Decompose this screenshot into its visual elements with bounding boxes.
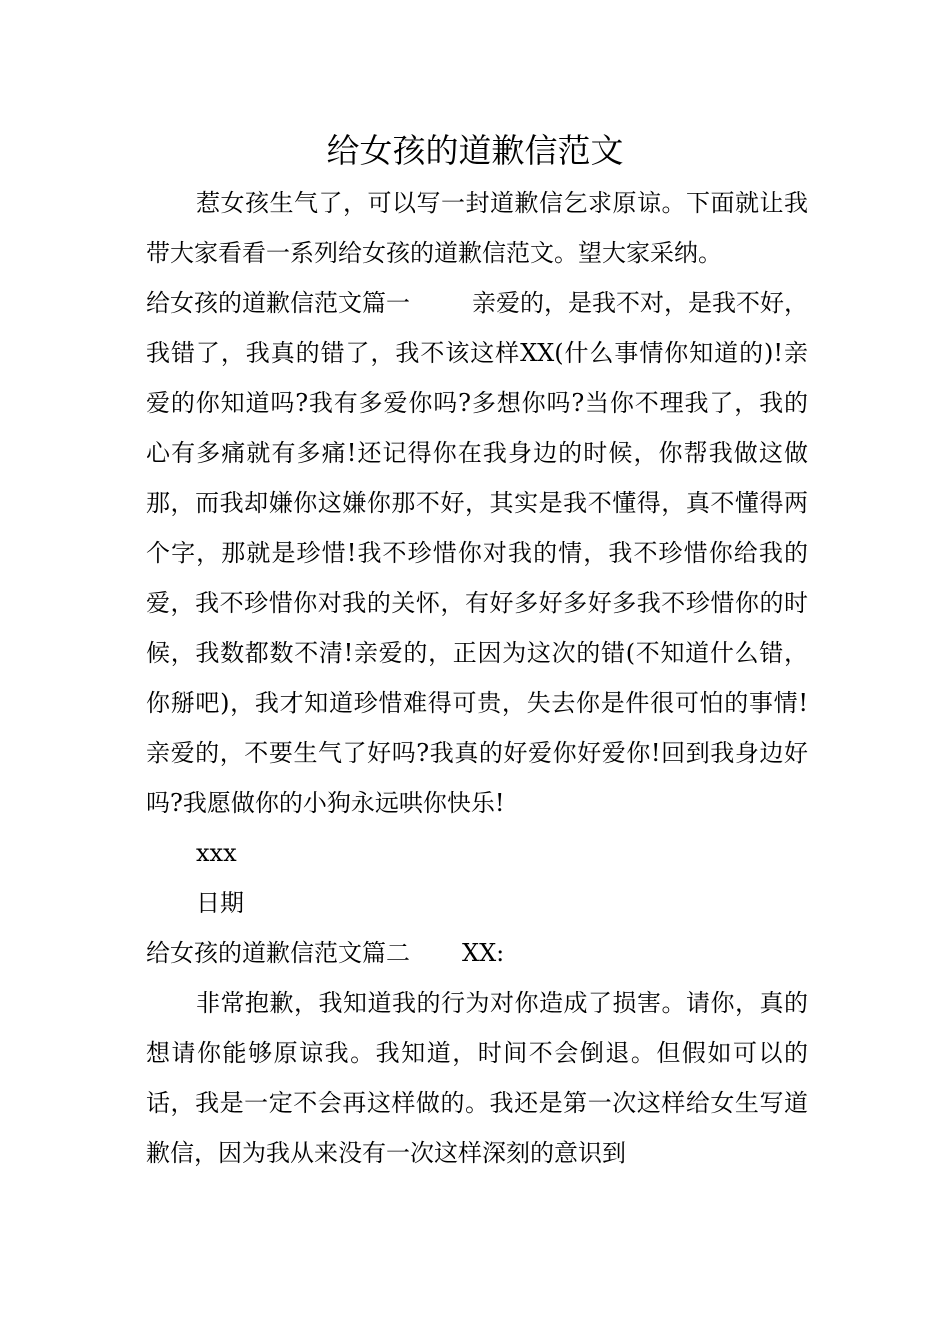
section2-heading: 给女孩的道歉信范文篇二 [146,939,410,967]
section1-body: 亲爱的，是我不对，是我不好，我错了，我真的错了，我不该这样XX(什么事情你知道的)!亲爱的你知道吗?我有多爱你吗?多想你吗?当你不理我了，我的心有多痛就有多痛!还记得你在我身边的时候，你帮我做这做那，而我却嫌你这嫌你那不好，其实是我不懂得，真不懂得两个字，那就是珍惜!我不珍惜你对我的情，我不珍惜你给我的爱，我不珍惜你对我的关怀，有好多好多好多我不珍惜你的时候，我数都数不清!亲爱的，正因为这次的错(不知道什么错，你掰吧)，我才知道珍惜难得可贵，失去你是件很可怕的事情!亲爱的，不要生气了好吗?我真的好爱你好爱你!回到我身边好吗?我愿做你的小狗永远哄你快乐! [146,289,808,817]
section1-paragraph [146,278,808,828]
intro-paragraph: 惹女孩生气了，可以写一封道歉信乞求原谅。下面就让我带大家看看一系列给女孩的道歉信范文。望大家采纳。 [146,189,808,267]
section2-salutation: XX: [462,939,505,967]
section1-date: 日期 [196,889,244,917]
section1-heading: 给女孩的道歉信范文篇一 [146,289,410,317]
section2-heading-line [146,928,808,978]
section1-signature: xxx [196,839,237,867]
document-body [146,178,808,1178]
section2-body: 非常抱歉，我知道我的行为对你造成了损害。请你，真的想请你能够原谅我。我知道，时间不会倒退。但假如可以的话，我是一定不会再这样做的。我还是第一次这样给女生写道歉信，因为我从来没有一次这样深刻的意识到 [146,989,808,1167]
document-title: 给女孩的道歉信范文 [326,131,624,170]
